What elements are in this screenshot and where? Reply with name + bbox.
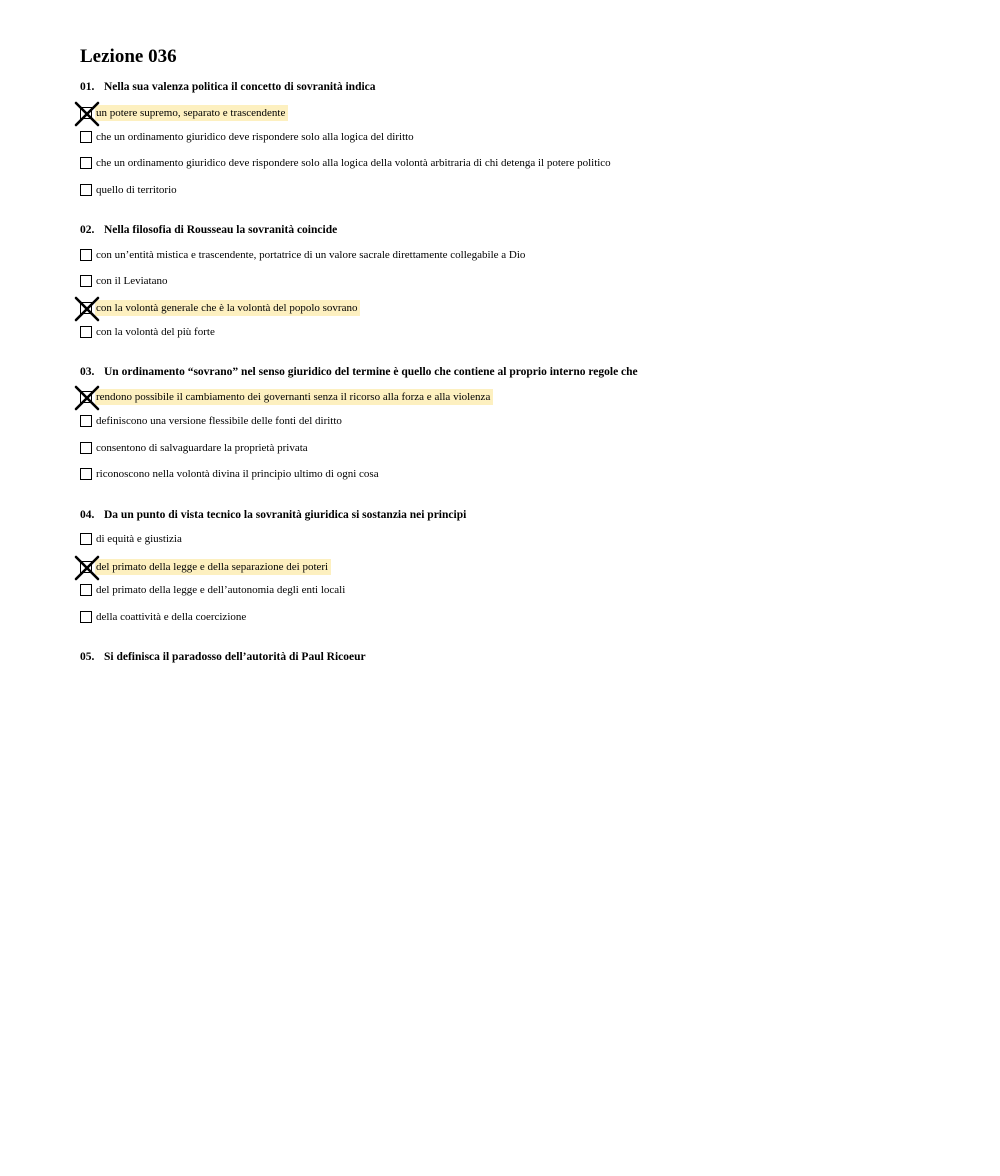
question-text: Nella filosofia di Rousseau la sovranità coincide [104,224,338,236]
checkbox[interactable] [80,184,92,196]
answer-text: con un’entità mistica e trascendente, portatrice di un valore sacrale direttamente collegabile a Dio [96,249,526,261]
x-mark-icon [75,102,99,126]
checkbox[interactable] [80,157,92,169]
question-text: Nella sua valenza politica il concetto di sovranità indica [104,81,376,93]
answer-text: con la volontà del più forte [96,326,215,338]
checkbox[interactable] [80,611,92,623]
answer-text: riconoscono nella volontà divina il principio ultimo di ogni cosa [96,468,379,480]
question-header [80,79,980,95]
answer-text: che un ordinamento giuridico deve rispondere solo alla logica del diritto [96,131,414,143]
answer-option[interactable] [80,247,528,263]
answer-text: con il Leviatano [96,275,168,287]
checkbox[interactable] [80,249,92,261]
answer-option[interactable] [80,609,249,625]
question-number: 01. [80,81,95,93]
checkbox[interactable] [80,326,92,338]
answer-text: che un ordinamento giuridico deve rispondere solo alla logica della volontà arbitraria di chi detenga il potere politico [96,157,611,169]
answer-text: di equità e giustizia [96,533,182,545]
answer-option[interactable] [80,466,382,482]
x-mark-icon [75,556,99,580]
answer-option[interactable] [80,440,311,456]
question-number: 03. [80,366,95,378]
answer-text: definiscono una versione flessibile delle fonti del diritto [96,415,342,427]
question-04 [80,507,980,523]
checkbox[interactable] [80,561,92,573]
answer-text: consentono di salvaguardare la proprietà privata [96,442,308,454]
checkbox[interactable] [80,275,92,287]
question-03 [80,364,980,380]
checkbox[interactable] [80,468,92,480]
question-header [80,649,980,665]
checkbox[interactable] [80,131,92,143]
question-05 [80,649,980,665]
checkbox[interactable] [80,107,92,119]
question-header [80,222,980,238]
page-title: Lezione 036 [80,46,177,67]
question-number: 05. [80,651,95,663]
checkbox[interactable] [80,391,92,403]
answer-option[interactable] [80,413,345,429]
answer-option[interactable] [80,182,180,198]
question-number: 04. [80,509,95,521]
answer-option[interactable] [80,559,331,575]
answer-text: un potere supremo, separato e trascendente [95,105,288,121]
answer-text: del primato della legge e della separazione dei poteri [95,559,331,575]
question-number: 02. [80,224,95,236]
question-01 [80,79,980,95]
answer-text: rendono possibile il cambiamento dei governanti senza il ricorso alla forza e alla violenza [95,389,493,405]
x-mark-icon [75,386,99,410]
answer-option[interactable] [80,155,614,171]
checkbox[interactable] [80,302,92,314]
question-header [80,507,980,523]
checkbox[interactable] [80,415,92,427]
answer-option[interactable] [80,300,360,316]
answer-option[interactable] [80,531,185,547]
answer-text: quello di territorio [96,184,177,196]
checkbox[interactable] [80,442,92,454]
question-text: Da un punto di vista tecnico la sovranità giuridica si sostanzia nei principi [104,509,467,521]
answer-option[interactable] [80,273,170,289]
question-02 [80,222,980,238]
question-header [80,364,980,380]
answer-text: della coattività e della coercizione [96,611,247,623]
answer-option[interactable] [80,105,288,121]
question-text: Si definisca il paradosso dell’autorità di Paul Ricoeur [104,651,366,663]
answer-option[interactable] [80,324,218,340]
answer-text: con la volontà generale che è la volontà del popolo sovrano [95,300,360,316]
answer-option[interactable] [80,389,493,405]
checkbox[interactable] [80,584,92,596]
answer-option[interactable] [80,129,417,145]
question-text: Un ordinamento “sovrano” nel senso giuridico del termine è quello che contiene al proprio interno regole che [104,366,638,378]
answer-text: del primato della legge e dell’autonomia degli enti locali [96,584,346,596]
x-mark-icon [75,297,99,321]
answer-option[interactable] [80,582,348,598]
checkbox[interactable] [80,533,92,545]
